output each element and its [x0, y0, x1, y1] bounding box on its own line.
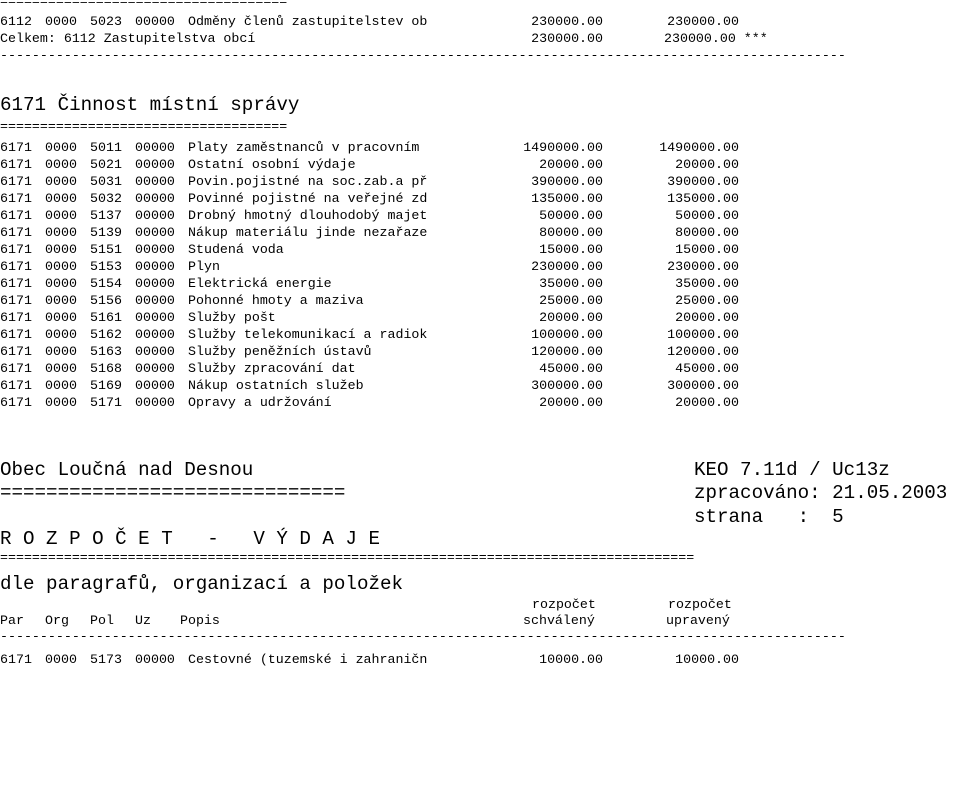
row-par: 6171 — [0, 208, 32, 223]
row-schvaleny: 35000.00 — [539, 276, 603, 291]
row-popis: Nákup materiálu jinde nezařaze — [188, 225, 428, 240]
row-pol: 5011 — [90, 140, 122, 155]
row-upraveny: 120000.00 — [667, 344, 739, 359]
row-upraveny: 1490000.00 — [659, 140, 739, 155]
row-pol: 5139 — [90, 225, 122, 240]
row-par: 6171 — [0, 378, 32, 393]
row-pol: 5173 — [90, 652, 122, 667]
row-upraveny: 80000.00 — [675, 225, 739, 240]
section-title: 6171 Činnost místní správy — [0, 94, 300, 116]
dash-rule: ---------------------------------------------------------------------------------------------------------- — [0, 48, 846, 63]
row-schvaleny: 45000.00 — [539, 361, 603, 376]
row-par: 6171 — [0, 344, 32, 359]
row-org: 0000 — [45, 225, 77, 240]
total-label: Celkem: 6112 Zastupitelstva obcí — [0, 31, 256, 46]
row-upraveny: 100000.00 — [667, 327, 739, 342]
row-uz: 00000 — [135, 208, 175, 223]
row-upraveny: 300000.00 — [667, 378, 739, 393]
row-popis: Povin.pojistné na soc.zab.a př — [188, 174, 428, 189]
row-schvaleny: 20000.00 — [539, 395, 603, 410]
row-upraveny: 10000.00 — [675, 652, 739, 667]
row-schvaleny: 100000.00 — [531, 327, 603, 342]
row-upraveny: 230000.00 — [667, 259, 739, 274]
row-popis: Elektrická energie — [188, 276, 332, 291]
row-popis: Služby peněžních ústavů — [188, 344, 372, 359]
row-schvaleny: 230000.00 — [531, 14, 603, 29]
org-rule: ============================== — [0, 482, 346, 504]
row-popis: Drobný hmotný dlouhodobý majet — [188, 208, 428, 223]
row-upraveny: 25000.00 — [675, 293, 739, 308]
row-pol: 5137 — [90, 208, 122, 223]
total-upraveny: 230000.00 *** — [664, 31, 768, 46]
row-org: 0000 — [45, 652, 77, 667]
row-org: 0000 — [45, 361, 77, 376]
row-schvaleny: 20000.00 — [539, 310, 603, 325]
row-org: 0000 — [45, 259, 77, 274]
title-rule: ======================================================================================= — [0, 550, 695, 565]
row-uz: 00000 — [135, 276, 175, 291]
row-upraveny: 35000.00 — [675, 276, 739, 291]
row-par: 6171 — [0, 652, 32, 667]
row-uz: 00000 — [135, 225, 175, 240]
row-uz: 00000 — [135, 344, 175, 359]
row-schvaleny: 15000.00 — [539, 242, 603, 257]
col-schvaleny: schválený — [523, 613, 595, 628]
page-number: strana : 5 — [694, 506, 844, 528]
row-popis: Odměny členů zastupitelstev ob — [188, 14, 428, 29]
row-popis: Nákup ostatních služeb — [188, 378, 364, 393]
row-pol: 5169 — [90, 378, 122, 393]
col-popis: Popis — [180, 613, 220, 628]
row-org: 0000 — [45, 191, 77, 206]
row-par: 6112 — [0, 14, 32, 29]
row-upraveny: 135000.00 — [667, 191, 739, 206]
row-schvaleny: 20000.00 — [539, 157, 603, 172]
row-uz: 00000 — [135, 378, 175, 393]
row-par: 6171 — [0, 310, 32, 325]
row-par: 6171 — [0, 157, 32, 172]
row-schvaleny: 120000.00 — [531, 344, 603, 359]
row-uz: 00000 — [135, 652, 175, 667]
row-pol: 5023 — [90, 14, 122, 29]
row-uz: 00000 — [135, 242, 175, 257]
row-popis: Platy zaměstnanců v pracovním — [188, 140, 420, 155]
row-par: 6171 — [0, 276, 32, 291]
row-popis: Služby pošt — [188, 310, 276, 325]
row-popis: Studená voda — [188, 242, 284, 257]
row-schvaleny: 300000.00 — [531, 378, 603, 393]
row-schvaleny: 1490000.00 — [523, 140, 603, 155]
row-popis: Plyn — [188, 259, 220, 274]
row-pol: 5032 — [90, 191, 122, 206]
row-pol: 5154 — [90, 276, 122, 291]
row-uz: 00000 — [135, 157, 175, 172]
row-org: 0000 — [45, 344, 77, 359]
row-upraveny: 45000.00 — [675, 361, 739, 376]
row-uz: 00000 — [135, 14, 175, 29]
row-par: 6171 — [0, 242, 32, 257]
row-uz: 00000 — [135, 259, 175, 274]
processed-date: zpracováno: 21.05.2003 — [694, 482, 948, 504]
row-pol: 5168 — [90, 361, 122, 376]
row-pol: 5153 — [90, 259, 122, 274]
row-par: 6171 — [0, 293, 32, 308]
col-rozpocet-schvaleny: rozpočet — [532, 597, 596, 612]
row-popis: Pohonné hmoty a maziva — [188, 293, 364, 308]
row-par: 6171 — [0, 395, 32, 410]
row-par: 6171 — [0, 327, 32, 342]
row-upraveny: 20000.00 — [675, 157, 739, 172]
row-pol: 5162 — [90, 327, 122, 342]
next-page-row — [0, 652, 739, 796]
col-rozpocet-upraveny: rozpočet — [668, 597, 732, 612]
col-org: Org — [45, 613, 69, 628]
program-version: KEO 7.11d / Uc13z — [694, 459, 890, 481]
total-schvaleny: 230000.00 — [531, 31, 603, 46]
row-org: 0000 — [45, 14, 77, 29]
col-upraveny: upravený — [666, 613, 730, 628]
col-pol: Pol — [90, 613, 114, 628]
row-par: 6171 — [0, 259, 32, 274]
row-upraveny: 20000.00 — [675, 310, 739, 325]
row-org: 0000 — [45, 293, 77, 308]
row-popis: Povinné pojistné na veřejné zd — [188, 191, 428, 206]
row-schvaleny: 10000.00 — [539, 652, 603, 667]
row-org: 0000 — [45, 157, 77, 172]
row-popis: Služby zpracování dat — [188, 361, 356, 376]
row-uz: 00000 — [135, 327, 175, 342]
row-uz: 00000 — [135, 174, 175, 189]
row-org: 0000 — [45, 310, 77, 325]
section-rule: ==================================== — [0, 119, 288, 134]
row-upraveny: 50000.00 — [675, 208, 739, 223]
row-org: 0000 — [45, 242, 77, 257]
report-title: R O Z P O Č E T - V Ý D A J E — [0, 528, 380, 550]
row-par: 6171 — [0, 225, 32, 240]
row-schvaleny: 50000.00 — [539, 208, 603, 223]
row-upraveny: 230000.00 — [667, 14, 739, 29]
row-pol: 5021 — [90, 157, 122, 172]
row-par: 6171 — [0, 174, 32, 189]
row-pol: 5151 — [90, 242, 122, 257]
row-org: 0000 — [45, 378, 77, 393]
row-org: 0000 — [45, 276, 77, 291]
row-popis: Ostatní osobní výdaje — [188, 157, 356, 172]
row-par: 6171 — [0, 191, 32, 206]
row-upraveny: 15000.00 — [675, 242, 739, 257]
row-popis: Opravy a udržování — [188, 395, 332, 410]
row-par: 6171 — [0, 140, 32, 155]
row-schvaleny: 80000.00 — [539, 225, 603, 240]
row-schvaleny: 25000.00 — [539, 293, 603, 308]
row-uz: 00000 — [135, 191, 175, 206]
row-pol: 5171 — [90, 395, 122, 410]
top-rule: ==================================== — [0, 0, 288, 9]
row-par: 6171 — [0, 361, 32, 376]
row-org: 0000 — [45, 327, 77, 342]
row-uz: 00000 — [135, 140, 175, 155]
row-uz: 00000 — [135, 395, 175, 410]
row-pol: 5031 — [90, 174, 122, 189]
row-pol: 5156 — [90, 293, 122, 308]
report-subtitle: dle paragrafů, organizací a položek — [0, 573, 404, 595]
row-pol: 5163 — [90, 344, 122, 359]
row-uz: 00000 — [135, 361, 175, 376]
col-par: Par — [0, 613, 24, 628]
row-upraveny: 20000.00 — [675, 395, 739, 410]
row-uz: 00000 — [135, 293, 175, 308]
row-org: 0000 — [45, 140, 77, 155]
org-name: Obec Loučná nad Desnou — [0, 459, 254, 481]
row-org: 0000 — [45, 395, 77, 410]
row-org: 0000 — [45, 174, 77, 189]
row-popis: Služby telekomunikací a radiok — [188, 327, 428, 342]
header-dash-rule: ---------------------------------------------------------------------------------------------------------- — [0, 629, 846, 644]
row-popis: Cestovné (tuzemské i zahraničn — [188, 652, 428, 667]
row-uz: 00000 — [135, 310, 175, 325]
row-schvaleny: 230000.00 — [531, 259, 603, 274]
col-uz: Uz — [135, 613, 151, 628]
row-upraveny: 390000.00 — [667, 174, 739, 189]
row-schvaleny: 135000.00 — [531, 191, 603, 206]
row-pol: 5161 — [90, 310, 122, 325]
row-org: 0000 — [45, 208, 77, 223]
row-schvaleny: 390000.00 — [531, 174, 603, 189]
